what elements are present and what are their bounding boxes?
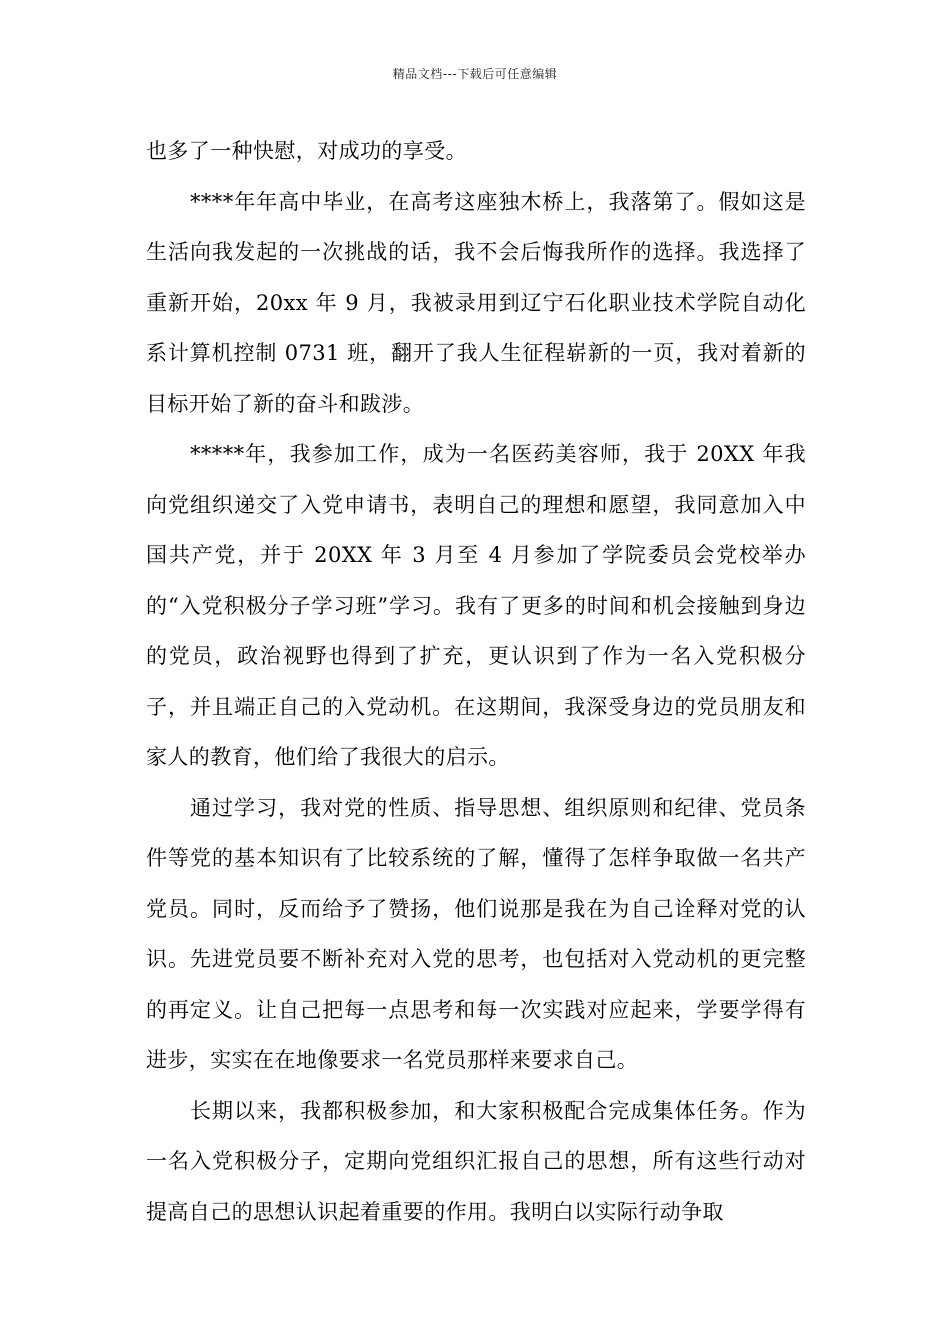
paragraph-1: 也多了一种快慰，对成功的享受。	[146, 139, 467, 163]
paragraph-4: 通过学习，我对党的性质、指导思想、组织原则和纪律、党员条件等党的基本知识有了比较系统的了解，懂得了怎样争取做一名共产党员。同时，反而给予了赞扬，他们说那是我在为自己诠释对党的认识。先进党员要不断补充对入党的思考，也包括对入党动机的更完整的再定义。让自己把每一点思考和每一次实践对应起来，学要学得有进步，实实在在地像要求一名党员那样来要求自己。	[146, 795, 806, 1072]
paragraph-3: *****年，我参加工作，成为一名医药美容师，我于 20XX 年我向党组织递交了入党申请书，表明自己的理想和愿望，我同意加入中国共产党，并于 20XX 年 3 月至 4 月参加了学院委员会党校举办的“入党积极分子学习班”学习。我有了更多的时间和机会接触到身边的党员，政治视野也得到了扩充，更认识到了作为一名入党积极分子，并且端正自己的入党动机。在这期间，我深受身边的党员朋友和家人的教育，他们给了我很大的启示。	[146, 442, 806, 769]
paragraph-2: ****年年高中毕业，在高考这座独木桥上，我落第了。假如这是生活向我发起的一次挑战的话，我不会后悔我所作的选择。我选择了重新开始，20xx 年 9 月，我被录用到辽宁石化职业技术学院自动化系计算机控制 0731 班，翻开了我人生征程崭新的一页，我对着新的目标开始了新的奋斗和跋涉。	[146, 189, 806, 416]
page-header: 精品文档---下载后可任意编辑	[392, 67, 558, 81]
paragraph-5: 长期以来，我都积极参加，和大家积极配合完成集体任务。作为一名入党积极分子，定期向党组织汇报自己的思想，所有这些行动对提高自己的思想认识起着重要的作用。我明白以实际行动争取	[146, 1098, 806, 1224]
document-body	[146, 126, 806, 1237]
